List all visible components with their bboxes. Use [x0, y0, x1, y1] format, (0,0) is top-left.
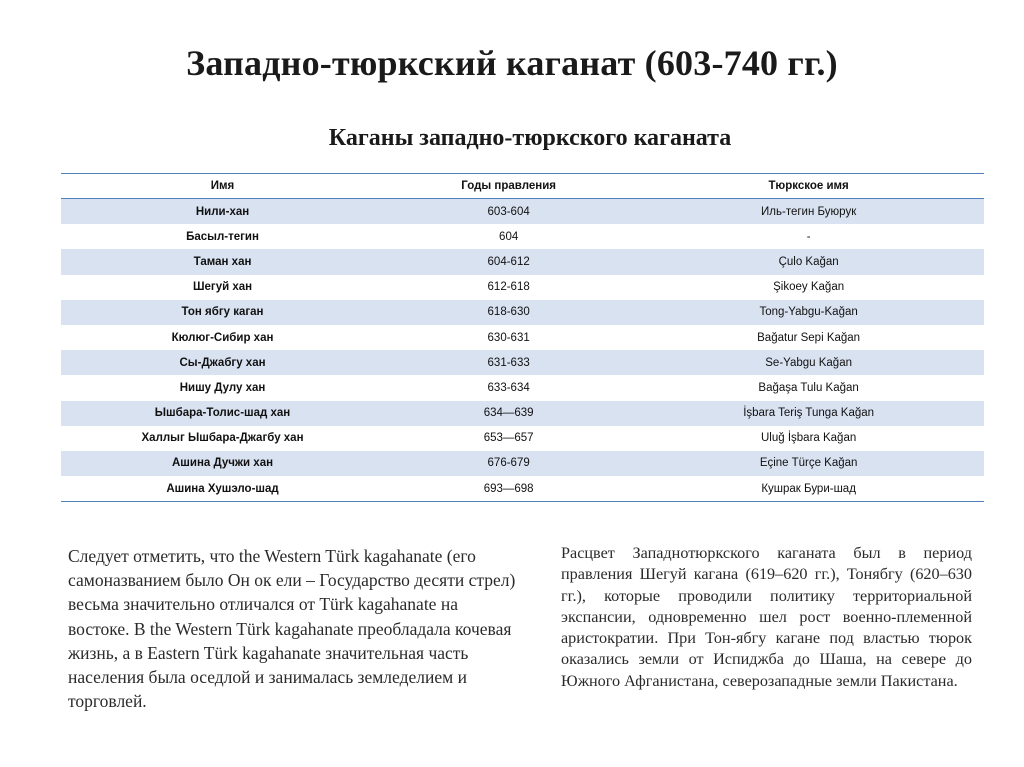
ruler-name: Нишу Дулу хан [179, 381, 266, 394]
slide-title: Западно-тюркский каганат (603-740 гг.) [186, 43, 838, 83]
table-row [61, 224, 984, 249]
turkic-name: Şikoey Kağan [773, 281, 845, 294]
ruler-name: Таман хан [61, 249, 384, 274]
column-header-name: Имя [61, 174, 384, 199]
table-row [61, 426, 984, 451]
turkic-name: Eçine Türçe Kağan [633, 451, 984, 476]
table-row [61, 451, 984, 476]
ruler-name: Шегуй хан [192, 281, 253, 294]
ruler-name: Ашина Хушэло-шад [166, 482, 279, 495]
ruler-name: Кюлюг-Сибир хан [171, 331, 274, 344]
reign-years: 630-631 [487, 331, 530, 344]
turkic-name: Se-Yabgu Kağan [633, 350, 984, 375]
turkic-name: Кушрак Бури-шад [761, 482, 856, 495]
column-header-turkic-name: Тюркское имя [633, 174, 984, 199]
reign-years: 604 [499, 230, 519, 243]
ruler-name: Басыл-тегин [186, 230, 259, 243]
turkic-name: Tong-Yabgu-Kağan [633, 300, 984, 325]
ruler-name: Халлыг Ышбара-Джагбу хан [141, 432, 304, 445]
rulers-table [61, 173, 984, 502]
table-header-row [61, 174, 984, 199]
turkic-name: Çulo Kağan [633, 249, 984, 274]
table-row [61, 249, 984, 274]
turkic-name: Bağaşa Tulu Kağan [758, 381, 859, 394]
table-row [61, 300, 984, 325]
table-row [61, 476, 984, 502]
text-kaganate-flourishing: Расцвет Западнотюркского каганата был в период правления Шегуй кагана (619–620 гг.), Тонябгу (620–630 гг.), которые проводили политику территориальной экспансии, одновременно шел рост военно-племенной аристократии. При Тон-ябгу кагане под властью тюрок оказались земли от Испиджба до Шаша, на севере до Южного Афганистана, северозападные земли Пакистана. [561, 544, 972, 690]
turkic-name: - [806, 230, 811, 243]
reign-years: 604-612 [384, 249, 633, 274]
reign-years: 612-618 [487, 281, 530, 294]
table-row [61, 199, 984, 225]
turkic-name: Иль-тегин Буюрук [633, 199, 984, 225]
reign-years: 634—639 [384, 401, 633, 426]
table-row [61, 375, 984, 400]
ruler-name: Тон ябгу каган [61, 300, 384, 325]
turkic-name: İşbara Teriş Tunga Kağan [633, 401, 984, 426]
reign-years: 603-604 [384, 199, 633, 225]
ruler-name: Нили-хан [61, 199, 384, 225]
table-caption: Каганы западно-тюркского каганата [328, 125, 732, 151]
ruler-name: Сы-Джабгу хан [61, 350, 384, 375]
ruler-name: Ашина Дучжи хан [61, 451, 384, 476]
table-row [61, 401, 984, 426]
reign-years: 653—657 [483, 432, 534, 445]
reign-years: 676-679 [384, 451, 633, 476]
turkic-name: Uluğ İşbara Kağan [760, 432, 857, 445]
reign-years: 693—698 [483, 482, 534, 495]
text-western-kaganate-comparison: Следует отметить, что the Western Türk kagahanate (его самоназванием было Он ок ели – Государство десяти стрел) весьма значительно отличался от Türk kagahanate на востоке. В the Western Türk kagahanate преобладала кочевая жизнь, а в Eastern Türk kagahanate значительная часть населения была оседлой и занималась земледелием и торговлей. [68, 546, 516, 712]
column-header-years: Годы правления [384, 174, 633, 199]
table-row [61, 350, 984, 375]
reign-years: 633-634 [487, 381, 530, 394]
turkic-name: Bağatur Sepi Kağan [757, 331, 861, 344]
table-row [61, 275, 984, 300]
reign-years: 618-630 [384, 300, 633, 325]
ruler-name: Ышбара-Толис-шад хан [61, 401, 384, 426]
table-row [61, 325, 984, 350]
reign-years: 631-633 [384, 350, 633, 375]
